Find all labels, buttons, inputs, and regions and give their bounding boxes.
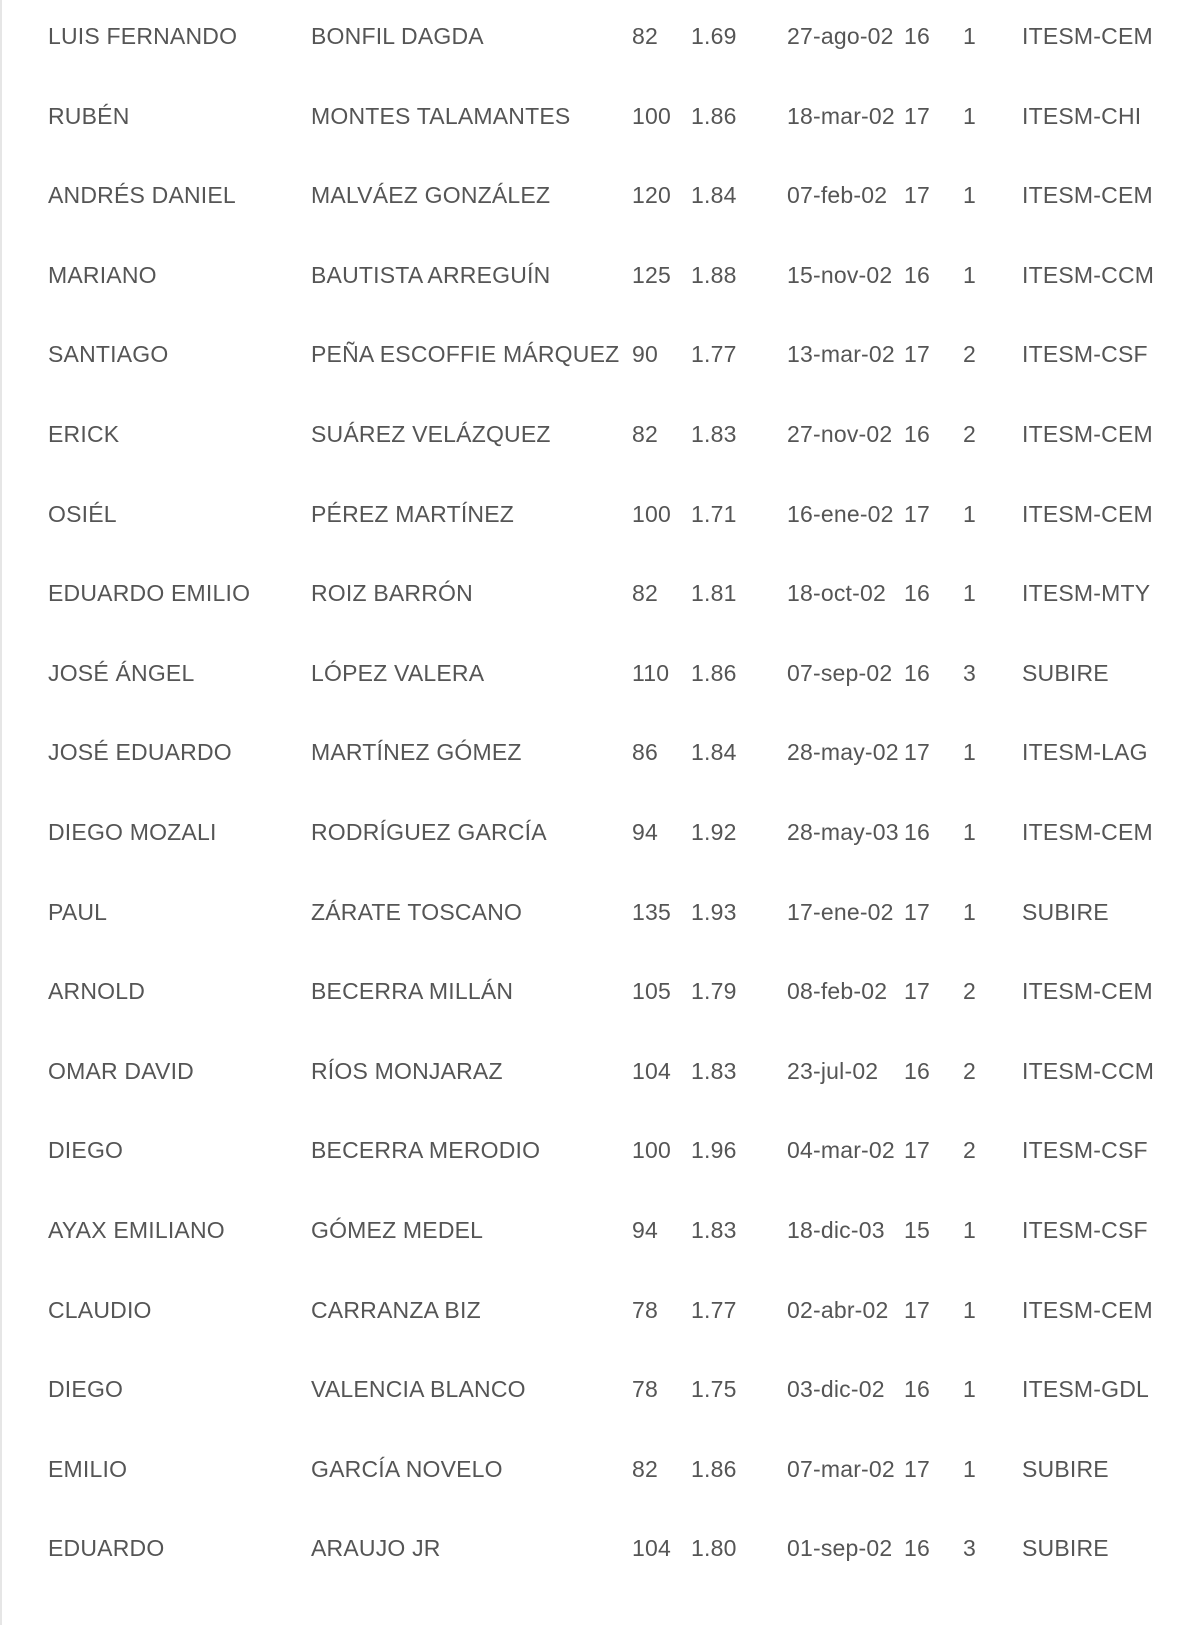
number-cell: 1 [963,1296,976,1323]
last-name-cell: PEÑA ESCOFFIE MÁRQUEZ [311,341,620,368]
height-cell: 1.93 [691,898,737,925]
weight-cell: 86 [632,739,658,766]
first-name-cell: CLAUDIO [48,1296,152,1323]
first-name-cell: DIEGO [48,1137,124,1164]
number-cell: 1 [963,500,976,527]
weight-cell: 82 [632,23,658,49]
weight-cell: 104 [632,1057,671,1084]
birth-date-cell: 28-may-03 [787,818,899,845]
height-cell: 1.88 [691,261,737,288]
school-cell: ITESM-CEM [1022,420,1153,447]
weight-cell: 104 [632,1535,671,1562]
school-cell: ITESM-CEM [1022,23,1153,49]
first-name-cell: SANTIAGO [48,341,169,368]
number-cell: 1 [963,818,976,845]
height-cell: 1.92 [691,818,737,845]
height-cell: 1.83 [691,420,737,447]
last-name-cell: ARAUJO JR [311,1535,441,1562]
first-name-cell: ARNOLD [48,978,146,1005]
last-name-cell: GÓMEZ MEDEL [311,1216,484,1243]
birth-date-cell: 18-oct-02 [787,580,886,607]
table-row [0,1035,1200,1115]
last-name-cell: MONTES TALAMANTES [311,102,571,129]
age-cell: 16 [904,818,930,845]
height-cell: 1.79 [691,978,737,1005]
table-row [0,1114,1200,1194]
table-row [0,1353,1200,1433]
age-cell: 17 [904,500,930,527]
number-cell: 1 [963,580,976,607]
birth-date-cell: 01-sep-02 [787,1535,893,1562]
number-cell: 1 [963,739,976,766]
weight-cell: 100 [632,500,671,527]
last-name-cell: MALVÁEZ GONZÁLEZ [311,182,551,209]
weight-cell: 110 [632,659,670,686]
age-cell: 16 [904,1057,930,1084]
age-cell: 17 [904,182,930,209]
school-cell: ITESM-CCM [1022,261,1155,288]
weight-cell: 94 [632,1216,658,1243]
age-cell: 16 [904,420,930,447]
number-cell: 1 [963,1455,976,1482]
last-name-cell: BAUTISTA ARREGUÍN [311,261,551,288]
table-row [0,159,1200,239]
birth-date-cell: 08-feb-02 [787,978,888,1005]
birth-date-cell: 02-abr-02 [787,1296,889,1323]
age-cell: 15 [904,1216,930,1243]
last-name-cell: VALENCIA BLANCO [311,1376,526,1403]
height-cell: 1.83 [691,1216,737,1243]
weight-cell: 125 [632,261,671,288]
birth-date-cell: 23-jul-02 [787,1057,879,1084]
age-cell: 17 [904,1296,930,1323]
age-cell: 16 [904,23,930,49]
height-cell: 1.83 [691,1057,737,1084]
last-name-cell: RODRÍGUEZ GARCÍA [311,818,547,845]
last-name-cell: ZÁRATE TOSCANO [311,898,523,925]
school-cell: ITESM-GDL [1022,1376,1150,1403]
age-cell: 16 [904,261,930,288]
school-cell: ITESM-MTY [1022,580,1151,607]
weight-cell: 82 [632,1455,658,1482]
last-name-cell: BECERRA MILLÁN [311,978,514,1005]
number-cell: 2 [963,420,976,447]
birth-date-cell: 16-ene-02 [787,500,894,527]
height-cell: 1.71 [691,500,737,527]
number-cell: 1 [963,1376,976,1403]
height-cell: 1.86 [691,659,737,686]
school-cell: ITESM-CEM [1022,978,1153,1005]
age-cell: 16 [904,1535,930,1562]
height-cell: 1.80 [691,1535,737,1562]
first-name-cell: AYAX EMILIANO [48,1216,225,1243]
first-name-cell: EDUARDO [48,1535,165,1562]
first-name-cell: RUBÉN [48,102,130,129]
first-name-cell: MARIANO [48,261,157,288]
school-cell: SUBIRE [1022,659,1109,686]
birth-date-cell: 17-ene-02 [787,898,894,925]
last-name-cell: CARRANZA BIZ [311,1296,481,1323]
number-cell: 2 [963,1137,976,1164]
school-cell: SUBIRE [1022,1455,1109,1482]
number-cell: 2 [963,1057,976,1084]
first-name-cell: JOSÉ EDUARDO [48,739,232,766]
age-cell: 17 [904,898,930,925]
table-row [0,1433,1200,1513]
table-row [0,1274,1200,1354]
last-name-cell: PÉREZ MARTÍNEZ [311,500,515,527]
table-row [0,1194,1200,1274]
table-row [0,398,1200,478]
age-cell: 16 [904,659,930,686]
table-row [0,318,1200,398]
last-name-cell: MARTÍNEZ GÓMEZ [311,739,522,766]
height-cell: 1.84 [691,182,737,209]
age-cell: 17 [904,739,930,766]
birth-date-cell: 04-mar-02 [787,1137,895,1164]
school-cell: ITESM-CSF [1022,1216,1148,1243]
first-name-cell: OSIÉL [48,500,117,527]
weight-cell: 100 [632,1137,671,1164]
height-cell: 1.69 [691,23,737,49]
first-name-cell: OMAR DAVID [48,1057,194,1084]
first-name-cell: EMILIO [48,1455,128,1482]
birth-date-cell: 03-dic-02 [787,1376,885,1403]
height-cell: 1.84 [691,739,737,766]
last-name-cell: BONFIL DAGDA [311,23,484,49]
number-cell: 3 [963,659,976,686]
first-name-cell: LUIS FERNANDO [48,23,238,49]
weight-cell: 82 [632,420,658,447]
number-cell: 1 [963,898,976,925]
weight-cell: 94 [632,818,658,845]
first-name-cell: EDUARDO EMILIO [48,580,251,607]
table-row [0,876,1200,956]
age-cell: 17 [904,1137,930,1164]
table-row [0,557,1200,637]
last-name-cell: GARCÍA NOVELO [311,1455,503,1482]
birth-date-cell: 18-dic-03 [787,1216,885,1243]
school-cell: ITESM-CEM [1022,500,1153,527]
number-cell: 1 [963,102,976,129]
first-name-cell: ANDRÉS DANIEL [48,182,236,209]
birth-date-cell: 07-sep-02 [787,659,893,686]
weight-cell: 120 [632,182,671,209]
school-cell: ITESM-LAG [1022,739,1148,766]
table-row [0,478,1200,558]
height-cell: 1.77 [691,341,737,368]
school-cell: ITESM-CSF [1022,341,1148,368]
table-row [0,637,1200,717]
first-name-cell: PAUL [48,898,108,925]
table-row [0,80,1200,160]
birth-date-cell: 18-mar-02 [787,102,895,129]
school-cell: SUBIRE [1022,1535,1109,1562]
school-cell: ITESM-CEM [1022,1296,1153,1323]
age-cell: 17 [904,102,930,129]
height-cell: 1.86 [691,102,737,129]
birth-date-cell: 13-mar-02 [787,341,895,368]
school-cell: ITESM-CEM [1022,182,1153,209]
weight-cell: 135 [632,898,671,925]
weight-cell: 100 [632,102,671,129]
number-cell: 2 [963,341,976,368]
height-cell: 1.81 [691,580,737,607]
table-row [0,716,1200,796]
birth-date-cell: 27-ago-02 [787,23,894,49]
birth-date-cell: 28-may-02 [787,739,899,766]
table-row [0,0,1200,80]
weight-cell: 105 [632,978,671,1005]
birth-date-cell: 27-nov-02 [787,420,893,447]
weight-cell: 78 [632,1376,658,1403]
number-cell: 1 [963,23,976,49]
weight-cell: 82 [632,580,658,607]
last-name-cell: SUÁREZ VELÁZQUEZ [311,420,551,447]
number-cell: 1 [963,261,976,288]
number-cell: 1 [963,1216,976,1243]
school-cell: ITESM-CHI [1022,102,1142,129]
first-name-cell: JOSÉ ÁNGEL [48,659,195,686]
age-cell: 17 [904,341,930,368]
last-name-cell: ROIZ BARRÓN [311,580,473,607]
age-cell: 16 [904,1376,930,1403]
birth-date-cell: 07-mar-02 [787,1455,895,1482]
height-cell: 1.86 [691,1455,737,1482]
last-name-cell: RÍOS MONJARAZ [311,1057,503,1084]
age-cell: 17 [904,1455,930,1482]
weight-cell: 90 [632,341,658,368]
last-name-cell: LÓPEZ VALERA [311,659,485,686]
height-cell: 1.75 [691,1376,737,1403]
first-name-cell: DIEGO MOZALI [48,818,217,845]
school-cell: ITESM-CSF [1022,1137,1148,1164]
age-cell: 16 [904,580,930,607]
first-name-cell: DIEGO [48,1376,124,1403]
table-row [0,1512,1200,1592]
last-name-cell: BECERRA MERODIO [311,1137,541,1164]
number-cell: 1 [963,182,976,209]
school-cell: ITESM-CCM [1022,1057,1155,1084]
table-row [0,796,1200,876]
birth-date-cell: 15-nov-02 [787,261,893,288]
school-cell: SUBIRE [1022,898,1109,925]
weight-cell: 78 [632,1296,658,1323]
height-cell: 1.77 [691,1296,737,1323]
table-row [0,239,1200,319]
school-cell: ITESM-CEM [1022,818,1153,845]
number-cell: 2 [963,978,976,1005]
table-row [0,955,1200,1035]
age-cell: 17 [904,978,930,1005]
birth-date-cell: 07-feb-02 [787,182,888,209]
height-cell: 1.96 [691,1137,737,1164]
number-cell: 3 [963,1535,976,1562]
first-name-cell: ERICK [48,420,120,447]
